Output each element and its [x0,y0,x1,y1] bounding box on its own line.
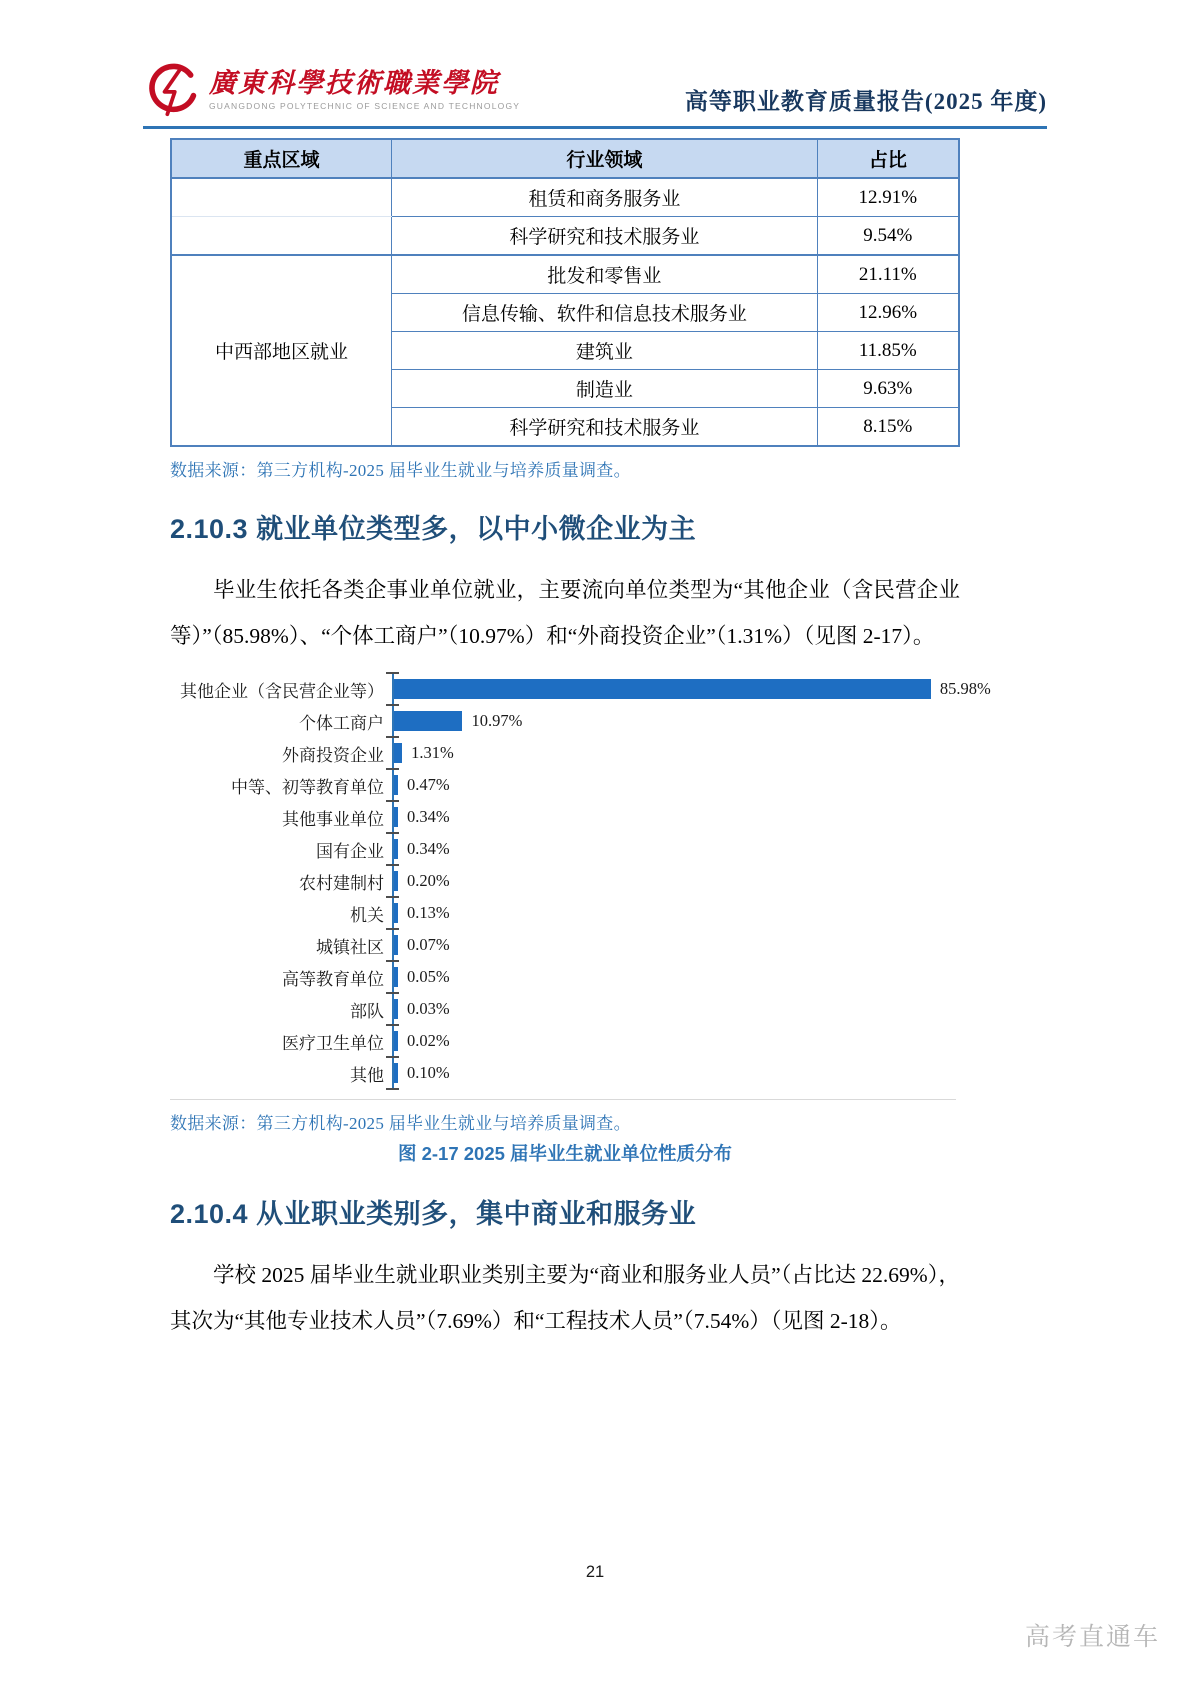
chart-plot-area [392,961,1015,993]
share-cell: 12.91% [817,178,959,217]
section-heading-2-10-4: 2.10.4 从业职业类别多，集中商业和服务业 [170,1199,697,1230]
chart-category-label: 机关 [350,905,384,925]
chart-row [170,993,1015,1025]
chart-value-label: 0.05% [407,967,450,987]
chart-plot-area [392,929,1015,961]
chart-value-label: 0.02% [407,1031,450,1051]
axis-bottom-tick [386,1088,399,1090]
school-logo [143,62,520,118]
chart-plot-area [392,1057,1015,1089]
chart-category-label: 个体工商户 [299,713,384,733]
industry-cell: 科学研究和技术服务业 [392,408,818,447]
chart-row [170,673,1015,705]
chart-bar [394,679,931,699]
chart-row [170,1025,1015,1057]
chart-category-label: 高等教育单位 [282,969,384,989]
chart-bar [394,1063,398,1083]
region-cell: 中西部地区就业 [171,255,392,446]
page-header [143,62,1047,129]
chart-category-label: 医疗卫生单位 [282,1033,384,1053]
chart-category-label: 城镇社区 [316,937,384,957]
section-2-10-3-paragraph: 毕业生依托各类企事业单位就业，主要流向单位类型为“其他企业（含民营企业等）”（85.98%）、“个体工商户”（10.97%）和“外商投资企业”（1.31%）（见图 2-17）。 [170,578,960,648]
chart-plot-area [392,897,1015,929]
chart-plot-area [392,769,1015,801]
chart-value-label: 0.13% [407,903,450,923]
industry-cell: 信息传输、软件和信息技术服务业 [392,294,818,332]
chart-value-label: 0.47% [407,775,450,795]
employment-unit-bar-chart [170,673,1015,1100]
school-logo-icon [143,62,201,118]
school-logo-text [209,69,520,111]
industry-cell: 租赁和商务服务业 [392,178,818,217]
report-title: 高等职业教育质量报告(2025 年度) [684,89,1047,114]
chart-value-label: 0.03% [407,999,450,1019]
chart-row [170,737,1015,769]
table-header-row [171,139,959,178]
chart-bar [394,1031,398,1051]
page-content [0,129,1190,1344]
column-header-region: 重点区域 [171,139,392,178]
chart-category-label: 其他 [350,1065,384,1085]
chart-plot-area [392,737,1015,769]
section-heading-2-10-3: 2.10.3 就业单位类型多，以中小微企业为主 [170,514,697,544]
chart-bottom-rule [170,1099,956,1100]
share-cell: 12.96% [817,294,959,332]
chart-row [170,961,1015,993]
chart-bar [394,903,398,923]
chart-row [170,897,1015,929]
industry-cell: 科学研究和技术服务业 [392,217,818,256]
chart-bar [394,935,398,955]
chart-category-label: 农村建制村 [299,873,384,893]
table-row [171,217,959,256]
chart-plot-area [392,865,1015,897]
chart-plot-area [392,801,1015,833]
chart-row [170,1057,1015,1089]
chart-bar [394,871,398,891]
table-head [171,139,959,178]
chart-category-label: 国有企业 [316,841,384,861]
chart-value-label: 0.34% [407,807,450,827]
chart-row [170,801,1015,833]
region-cell [171,178,392,217]
column-header-industry: 行业领域 [392,139,818,178]
chart-plot-area [392,673,1015,705]
chart-row [170,769,1015,801]
chart-value-label: 0.10% [407,1063,450,1083]
share-cell: 9.54% [817,217,959,256]
chart-row [170,865,1015,897]
chart-bar [394,839,398,859]
chart-plot-area [392,705,1015,737]
data-source-note-1: 数据来源：第三方机构-2025 届毕业生就业与培养质量调查。 [170,461,631,480]
industry-cell: 批发和零售业 [392,255,818,294]
chart-plot-area [392,993,1015,1025]
school-name-en: GUANGDONG POLYTECHNIC OF SCIENCE AND TECHNOLOGY [209,100,521,111]
share-cell: 21.11% [817,255,959,294]
page-number: 21 [585,1563,605,1581]
chart-value-label: 85.98% [939,679,991,699]
share-cell: 8.15% [817,408,959,447]
chart-bar [394,775,398,795]
chart-plot-area [392,833,1015,865]
chart-bar [394,743,402,763]
chart-value-label: 10.97% [471,711,523,731]
chart-row [170,833,1015,865]
data-source-note-2: 数据来源：第三方机构-2025 届毕业生就业与培养质量调查。 [170,1114,631,1134]
chart-value-label: 0.34% [407,839,450,859]
chart-row [170,929,1015,961]
region-cell [171,217,392,256]
chart-value-label: 0.07% [407,935,450,955]
chart-category-label: 其他企业（含民营企业等） [180,681,384,701]
industry-cell: 建筑业 [392,332,818,370]
region-industry-table [170,138,960,447]
chart-bar [394,967,398,987]
chart-plot-area [392,1025,1015,1057]
table-row [171,255,959,294]
chart-category-label: 部队 [350,1001,384,1021]
chart-value-label: 0.20% [407,871,450,891]
bar-chart-rows [170,673,1015,1089]
figure-2-17-caption: 图 2-17 2025 届毕业生就业单位性质分布 [397,1143,733,1165]
school-name-cn: 廣東科學技術職業學院 [209,67,499,98]
share-cell: 11.85% [817,332,959,370]
chart-bar [394,711,462,731]
region-industry-table-body [171,178,959,446]
chart-category-label: 外商投资企业 [282,745,384,765]
watermark-text: 高考直通车 [1024,1623,1160,1651]
chart-row [170,705,1015,737]
chart-bar [394,999,398,1019]
column-header-share: 占比 [817,139,959,178]
industry-cell: 制造业 [392,370,818,408]
chart-category-label: 其他事业单位 [282,809,384,829]
chart-category-label: 中等、初等教育单位 [231,777,384,797]
chart-bar [394,807,398,827]
table-row [171,178,959,217]
section-2-10-4-paragraph: 学校 2025 届毕业生就业职业类别主要为“商业和服务业人员”（占比达 22.69%），其次为“其他专业技术人员”（7.69%）和“工程技术人员”（7.54%）（见图 2-18）。 [170,1263,960,1333]
chart-value-label: 1.31% [411,743,454,763]
share-cell: 9.63% [817,370,959,408]
